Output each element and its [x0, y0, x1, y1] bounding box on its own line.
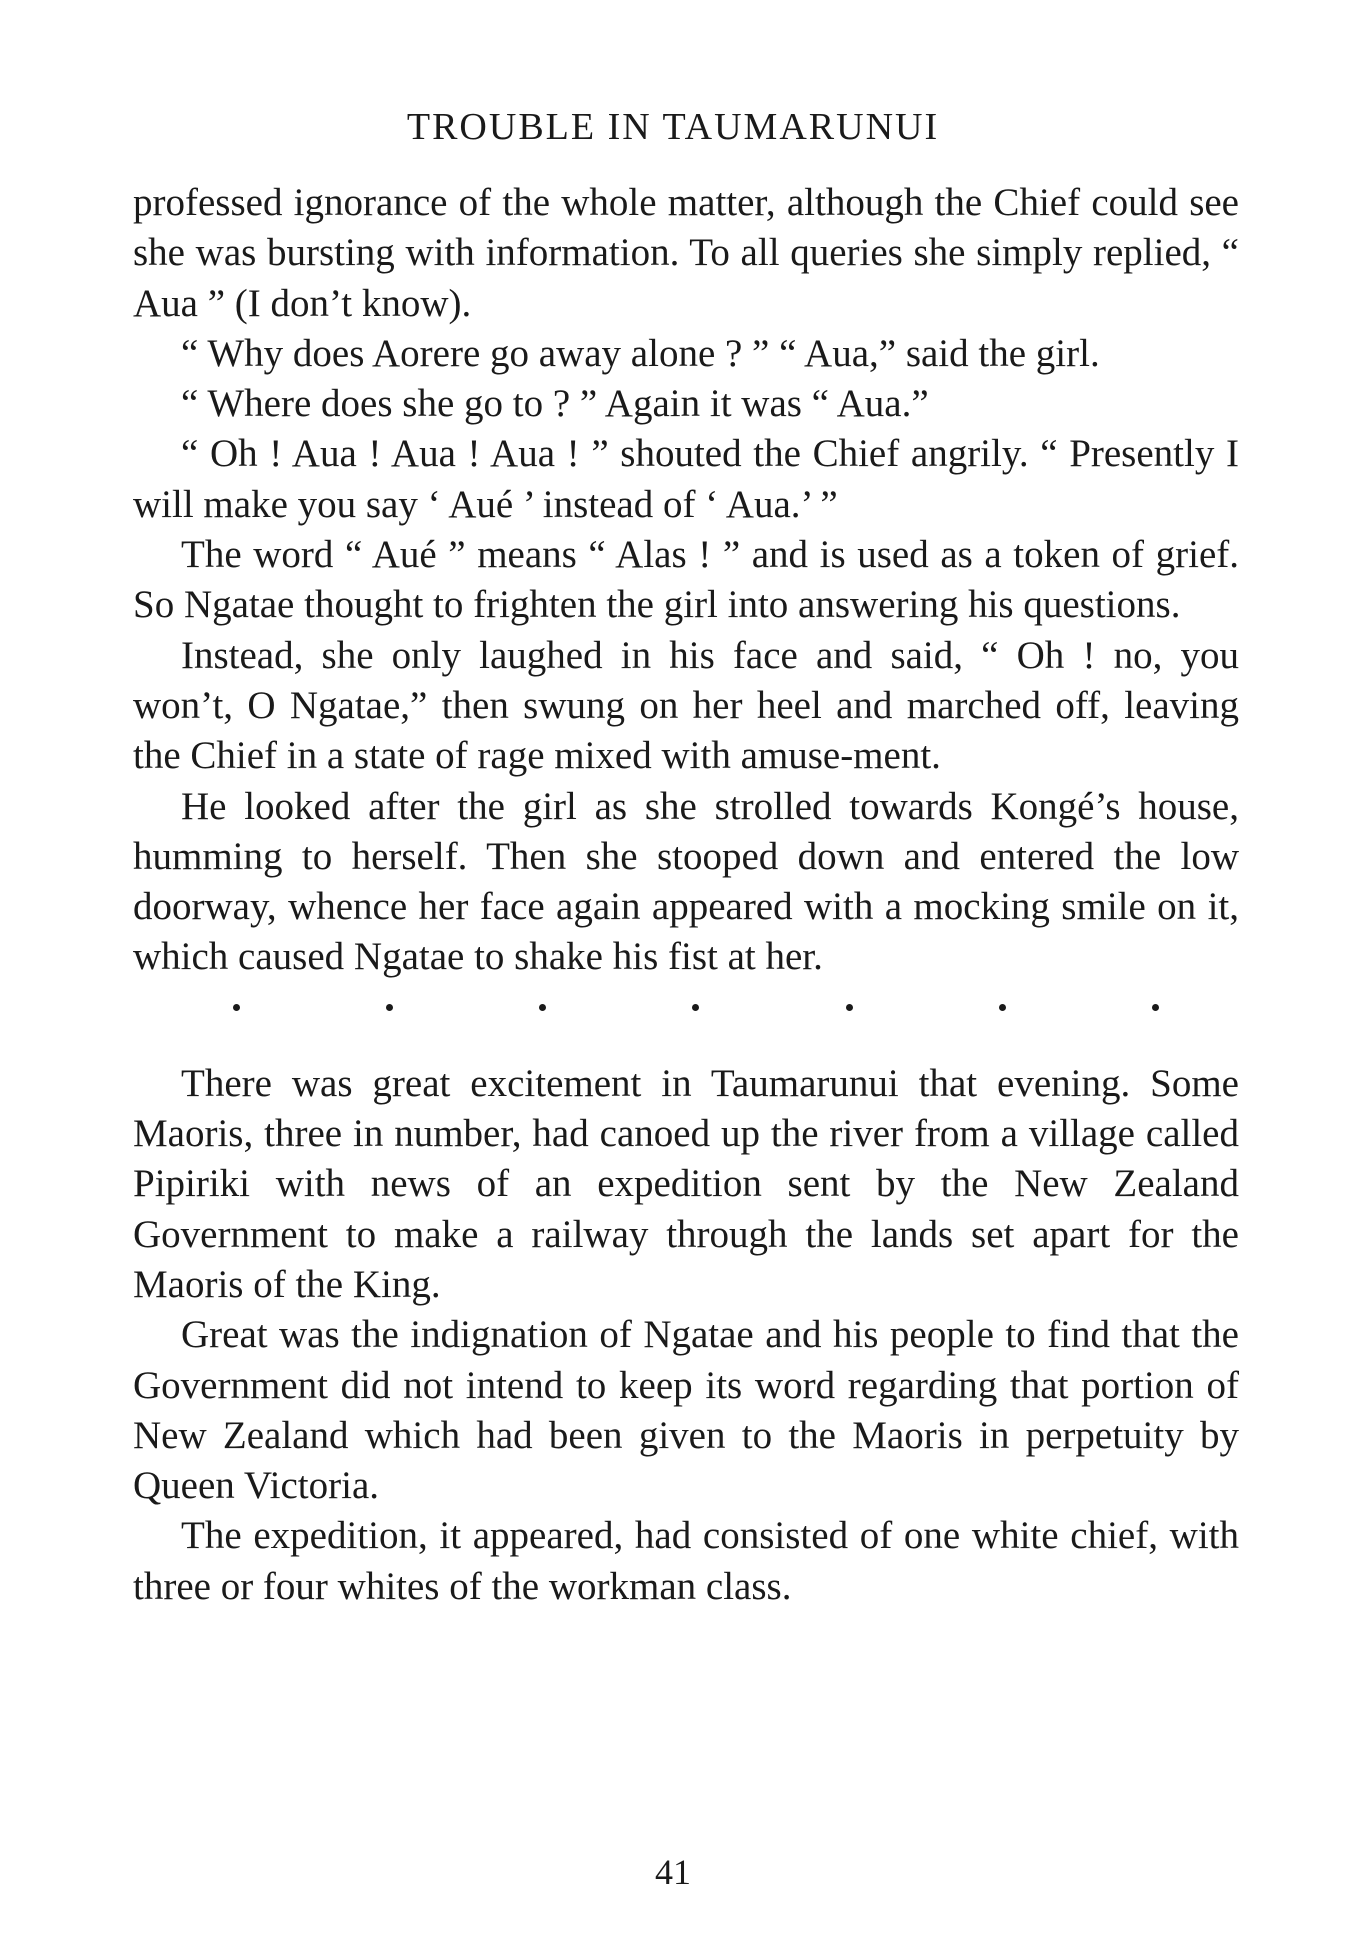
paragraph: professed ignorance of the whole matter, although the Chief could see she was bursting with information. To all queries she simply replied, “ Aua ” (I don’t know).: [133, 181, 1239, 325]
section-break-dot: [999, 1004, 1006, 1011]
paragraph: The word “ Aué ” means “ Alas ! ” and is used as a token of grief. So Ngatae thought to frighten the girl into answering his questions.: [133, 533, 1239, 627]
section-break: [133, 983, 1239, 1033]
paragraph: The expedition, it appeared, had consisted of one white chief, with three or four whites of the workman class.: [133, 1514, 1239, 1608]
paragraph: There was great excitement in Taumarunui that evening. Some Maoris, three in number, had canoed up the river from a village called Pipiriki with news of an expedition sent by the New Zealand Government to make a railway through the lands set apart for the Maoris of the King.: [133, 1061, 1239, 1306]
paragraph: “ Where does she go to ? ” Again it was “ Aua.”: [181, 382, 929, 426]
paragraph: Great was the indignation of Ngatae and his people to find that the Government did not intend to keep its word regarding that portion of New Zealand which had been given to the Maoris in perpetuity by Queen Victoria.: [133, 1313, 1239, 1508]
section-break-dot: [539, 1004, 546, 1011]
paragraph: Instead, she only laughed in his face and said, “ Oh ! no, you won’t, O Ngatae,” then swung on her heel and marched off, leaving the Chief in a state of rage mixed with amuse-ment.: [133, 633, 1239, 778]
page-number: 41: [655, 1852, 691, 1892]
section-break-dot: [386, 1004, 393, 1011]
running-head: TROUBLE IN TAUMARUNUI: [406, 106, 940, 148]
section-break-dot: [846, 1004, 853, 1011]
paragraph: He looked after the girl as she strolled towards Kongé’s house, humming to herself. Then she stooped down and entered the low doorway, whence her face again appeared with a mocking smile on it, which caused Ngatae to shake his fist at her.: [133, 784, 1239, 979]
section-break-dot: [1152, 1004, 1159, 1011]
body-text: [133, 178, 1239, 1612]
paragraph: “ Oh ! Aua ! Aua ! Aua ! ” shouted the Chief angrily. “ Presently I will make you say ‘ Aué ’ instead of ‘ Aua.’ ”: [133, 432, 1239, 526]
section-break-dot: [692, 1004, 699, 1011]
paragraph: “ Why does Aorere go away alone ? ” “ Aua,” said the girl.: [181, 331, 1100, 375]
section-break-dot: [233, 1004, 240, 1011]
